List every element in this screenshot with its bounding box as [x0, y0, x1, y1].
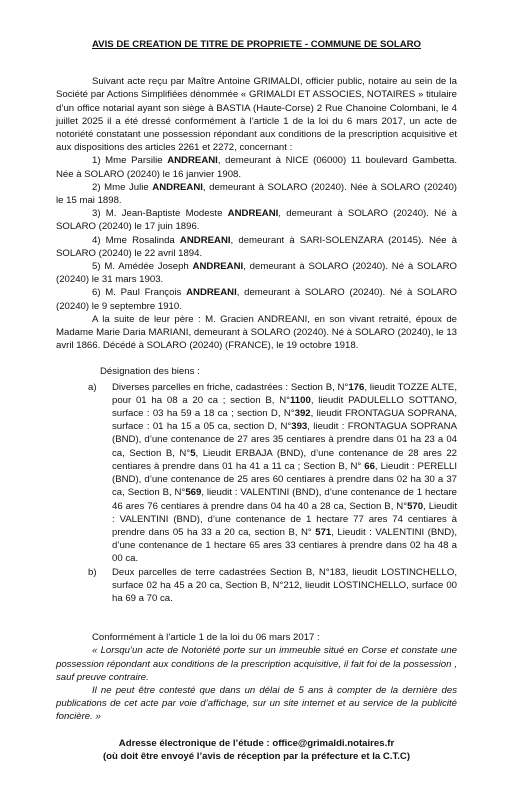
parcel-number: 392: [294, 408, 311, 420]
parcel-number: 571: [315, 526, 332, 538]
item-label: a): [88, 381, 97, 393]
parcel-number: 393: [291, 421, 308, 433]
heirs-list: [56, 154, 457, 312]
parcel-number: 1100: [289, 394, 311, 406]
article-intro: Conformément à l’article 1 de la loi du 06 mars 2017 :: [92, 632, 320, 644]
designation-heading: Désignation des biens :: [100, 366, 200, 378]
heir-prefix: 5) M. Amédée Joseph: [92, 261, 193, 273]
heir-surname: ANDREANI: [167, 155, 218, 167]
heir-details: , demeurant à NICE (06000) 11 boulevard Gambetta. Née à SOLARO (20240) le 16 janvier 1908.: [56, 155, 457, 180]
property-item: [88, 381, 457, 566]
heir-details: , demeurant à SOLARO (20240). Né à SOLARO (20240) le 17 juin 1896.: [56, 208, 457, 233]
parcel-number: 5: [190, 447, 196, 459]
item-text-part: , Lieudit ERBAJA (BND), d’une contenance de 28 ares 22 centiares à prendre dans 01 ha 41 a 11 ca ; Section B, N°: [112, 447, 457, 472]
heir-prefix: 3) M. Jean-Baptiste Modeste: [92, 208, 228, 220]
heir-details: , demeurant à SARI-SOLENZARA (20145). Née à SOLARO (20240) le 22 avril 1894.: [56, 234, 458, 259]
heir-surname: ANDREANI: [186, 287, 237, 299]
heir-entry: [56, 207, 457, 233]
item-text-part: Diverses parcelles en friche, cadastrées : Section B, N°: [112, 381, 349, 393]
item-text-part: , lieudit PADULELLO SOTTANO, surface : 03 ha 59 a 18 ca ; section D, N°: [112, 394, 457, 420]
item-text-part: , Lieudit : VALENTINI (BND), d’une contenance de 1 hectare 77 ares 74 centiares à prendre dans 05 ha 33 a 20 ca, section B, N°: [112, 500, 457, 538]
law-quote-1: « Lorsqu’un acte de Notoriété porte sur un immeuble situé en Corse et constate une possession répondant aux conditions de la prescription acquisitive, il fait foi de la possession , sauf preuve contraire.: [56, 645, 457, 683]
heir-entry: [56, 260, 457, 286]
item-text-part: , lieudit TOZZE ALTE, pour 01 ha 08 a 20 ca ; section B, N°: [112, 381, 457, 406]
heir-prefix: 2) Mme Julie: [92, 181, 153, 193]
parcel-number: 176: [348, 381, 365, 393]
intro-paragraph: Suivant acte reçu par Maître Antoine GRIMALDI, officier public, notaire au sein de la Société par Actions Simplifiées dénommée « GRIMALDI ET ASSOCIES, NOTAIRES » titulaire d’un office notarial ayant son siège à BASTIA (Haute-Corse) 2 Rue Chanoine Colombani, le 4 juillet 2025 il a été dressé conformément à l’article 1 de la loi du 6 mars 2017, un acte de notoriété constatant une possession répondant aux conditions de la prescription acquisitive et aux dispositions des articles 2261 et 2272, concernant :: [56, 76, 457, 154]
heir-entry: [56, 286, 457, 312]
father-paragraph: A la suite de leur père : M. Gracien ANDREANI, en son vivant retraité, époux de Madame Marie Daria MARIANI, demeurant à SOLARO (20240). Né à SOLARO (20240), le 13 avril 1866. Décédé à SOLARO (20240) (FRANCE), le 19 octobre 1918.: [56, 313, 457, 352]
heir-entry: [56, 154, 457, 180]
property-item: [88, 566, 457, 606]
email-line: Adresse électronique de l’étude : office@grimaldi.notaires.fr: [118, 737, 395, 749]
item-text-part: , lieudit : VALENTINI (BND), d’une contenance de 1 hectare 46 ares 76 centiares à prendre dans 04 ha 40 a 28 ca, Section B, N°: [112, 487, 458, 512]
item-text: [112, 381, 457, 566]
item-label: b): [88, 566, 97, 578]
heir-surname: ANDREANI: [152, 181, 203, 193]
notice-title: AVIS DE CREATION DE TITRE DE PROPRIETE - COMMUNE DE SOLARO: [91, 39, 422, 50]
parcel-number: 66: [364, 460, 375, 472]
heir-surname: ANDREANI: [227, 208, 279, 220]
item-text-part: , lieudit : FRONTAGUA SOPRANA (BND), d’une contenance de 27 ares 35 centiares à prendre dans 01 ha 23 a 04 ca, Section B, N°: [112, 421, 457, 459]
heir-prefix: 1) Mme Parsilie: [92, 155, 168, 167]
item-text-part: , lieudit FRONTAGUA SOPRANA, surface : 01 ha 15 a 05 ca, section D, N°: [112, 408, 457, 433]
receipt-note: (où doit être envoyé l’avis de réception par la préfecture et la C.T.C): [102, 750, 411, 762]
parcel-number: 570: [407, 500, 424, 512]
heir-entry: [56, 234, 457, 260]
item-text-part: Deux parcelles de terre cadastrées Section B, N°183, lieudit LOSTINCHELLO, surface 02 ha 45 a 20 ca, Section B, N°212, lieudit LOSTINCHELLO, surface 00 ha 69 a 70 ca.: [112, 566, 457, 604]
heir-entry: [56, 181, 457, 207]
item-text-part: , Lieudit : PERELLI (BND), d’une contenance de 25 ares 60 centiares à prendre dans 02 ha 30 a 37 ca, Section B, N°: [112, 460, 458, 499]
law-quote-2: Il ne peut être contesté que dans un délai de 5 ans à compter de la dernière des publications de cet acte par voie d’affichage, sur un site internet et au service de la publicité foncière. »: [56, 684, 457, 723]
property-items: [56, 381, 457, 605]
heir-surname: ANDREANI: [192, 261, 244, 273]
heir-prefix: 4) Mme Rosalinda: [92, 234, 180, 246]
heir-details: , demeurant à SOLARO (20240). Née à SOLARO (20240) le 15 mai 1898.: [56, 181, 458, 207]
heir-details: , demeurant à SOLARO (20240). Né à SOLARO (20240) le 9 septembre 1910.: [56, 287, 457, 312]
heir-details: , demeurant à SOLARO (20240). Né à SOLARO (20240) le 31 mars 1903.: [56, 261, 457, 286]
item-text-part: , Lieudit : VALENTINI (BND), d’une contenance de 1 hectare 65 ares 33 centiares à prendre dans 02 ha 48 a 00 ca.: [112, 526, 457, 565]
heir-prefix: 6) M. Paul François: [92, 287, 187, 299]
parcel-number: 569: [185, 487, 202, 499]
heir-surname: ANDREANI: [179, 234, 231, 246]
item-text: [112, 566, 457, 606]
